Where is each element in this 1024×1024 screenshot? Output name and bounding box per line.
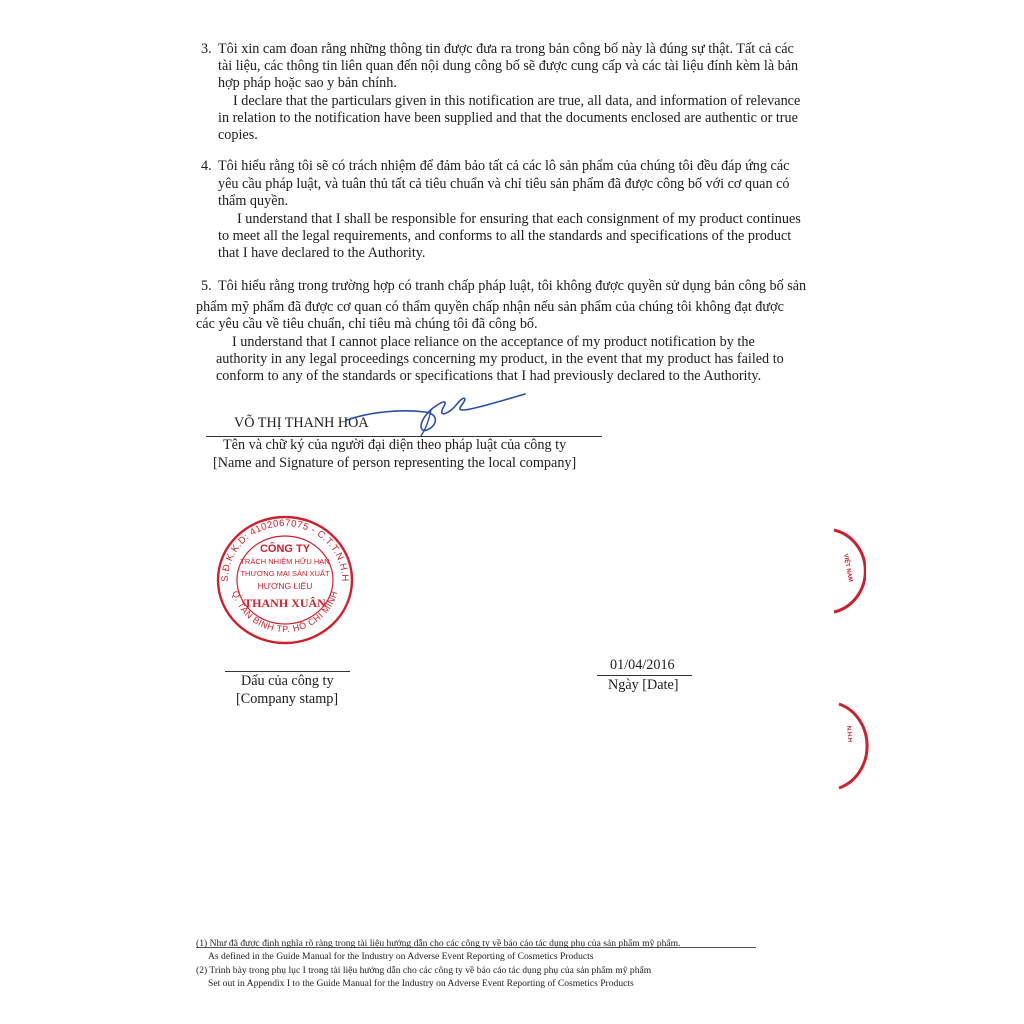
seal-line-5: THANH XUÂN [244, 596, 326, 610]
clause-5-en-line-3: conform to any of the standards or specifications that I had previously declared to the Authority. [216, 368, 762, 384]
clause-4-number: 4. [201, 158, 212, 174]
seal-ring-bottom-text: Q. TÂN BÌNH TP. HỒ CHÍ MINH [230, 589, 340, 635]
company-seal [210, 508, 360, 648]
footnote-1-en: As defined in the Guide Manual for the Industry on Adverse Event Reporting of Cosmetics Products [208, 951, 594, 962]
partial-seal-text-1: VIỆT NAM [842, 553, 853, 583]
clause-3-en-line-2: in relation to the notification have been supplied and that the documents enclosed are authentic or true [218, 110, 798, 126]
partial-seal-right-upper [832, 526, 866, 616]
date-value: 01/04/2016 [610, 657, 675, 673]
clause-4-en-line-2: to meet all the legal requirements, and conforms to all the standards and specifications of the product [218, 228, 792, 244]
clause-5-en-line-1: I understand that I cannot place reliance on the acceptance of my product notification by the [232, 334, 755, 350]
handwritten-signature [345, 386, 530, 438]
partial-seal-text-2: N.H.H [845, 725, 853, 743]
signatory-name: VÕ THỊ THANH HOA [234, 415, 369, 431]
clause-5-en-line-2: authority in any legal proceedings concerning my product, in the event that my product has failed to [216, 351, 784, 367]
footnote-2-en: Set out in Appendix I to the Guide Manual for the Industry on Adverse Event Reporting of Cosmetics Products [208, 978, 634, 989]
clause-5-vi-line-2: phẩm mỹ phẩm đã được cơ quan có thẩm quyền chấp nhận nếu sản phẩm của chúng tôi không đạt được [196, 299, 784, 315]
clause-4-vi-line-1: Tôi hiểu rằng tôi sẽ có trách nhiệm để đảm bảo tất cả các lô sản phẩm của chúng tôi đều đáp ứng các [218, 158, 790, 174]
clause-3-vi-line-2: tài liệu, các thông tin liên quan đến nội dung công bố sẽ được cung cấp và các tài liệu đính kèm là bản [218, 58, 799, 74]
date-label: Ngày [Date] [608, 677, 679, 693]
partial-seal-right-lower [835, 700, 869, 792]
signature-caption-vi: Tên và chữ ký của người đại diện theo pháp luật của công ty [223, 437, 567, 453]
clause-5-vi-line-3: các yêu cầu về tiêu chuẩn, chỉ tiêu mà chúng tôi đã công bố. [196, 316, 538, 332]
date-line [597, 675, 692, 676]
signature-caption-en: [Name and Signature of person representing the local company] [213, 455, 577, 471]
clause-4-en-line-3: that I have declared to the Authority. [218, 245, 426, 261]
company-stamp-line [225, 671, 350, 672]
clause-3-en-line-3: copies. [218, 127, 258, 143]
seal-line-2: TRÁCH NHIỆM HỮU HẠN [240, 557, 330, 566]
company-stamp-label-en: [Company stamp] [236, 691, 339, 707]
footnote-1-vi: (1) Như đã được định nghĩa rõ ràng trong tài liệu hướng dẫn cho các công ty về báo cáo tác dụng phụ của sản phẩm mỹ phẩm. [196, 938, 681, 949]
seal-line-1: CÔNG TY [259, 543, 311, 555]
clause-3-vi-line-1: Tôi xin cam đoan rằng những thông tin được đưa ra trong bản công bố này là đúng sự thật. Tất cả các [218, 41, 794, 57]
clause-4-en-line-1: I understand that I shall be responsible for ensuring that each consignment of my product continues [237, 211, 801, 227]
clause-5-number: 5. [201, 278, 212, 294]
seal-line-3: THƯƠNG MẠI SẢN XUẤT [240, 569, 330, 578]
clause-4-vi-line-3: thẩm quyền. [218, 193, 289, 209]
seal-line-4: HƯƠNG LIỆU [257, 581, 313, 591]
clause-5-vi-line-1: Tôi hiểu rằng trong trường hợp có tranh chấp pháp luật, tôi không được quyền sử dụng bản công bố sản [218, 278, 807, 294]
company-stamp-label-vi: Dấu của công ty [241, 673, 334, 689]
clause-3-vi-line-3: hợp pháp hoặc sao y bản chính. [218, 75, 397, 91]
clause-4-vi-line-2: yêu cầu pháp luật, và tuân thủ tất cả tiêu chuẩn và chỉ tiêu sản phẩm đã được công bố với cơ quan có [218, 176, 790, 192]
clause-3-number: 3. [201, 41, 212, 57]
footnote-2-vi: (2) Trình bày trong phụ lục I trong tài liệu hướng dẫn cho các công ty về báo cáo tác dụng phụ của sản phẩm mỹ phẩm [196, 965, 652, 976]
clause-3-en-line-1: I declare that the particulars given in this notification are true, all data, and information of relevance [233, 93, 801, 109]
seal-ring-top-text: S.Đ.K.K.D: 4102067075 - C.T.T.N.H.H [219, 517, 351, 582]
